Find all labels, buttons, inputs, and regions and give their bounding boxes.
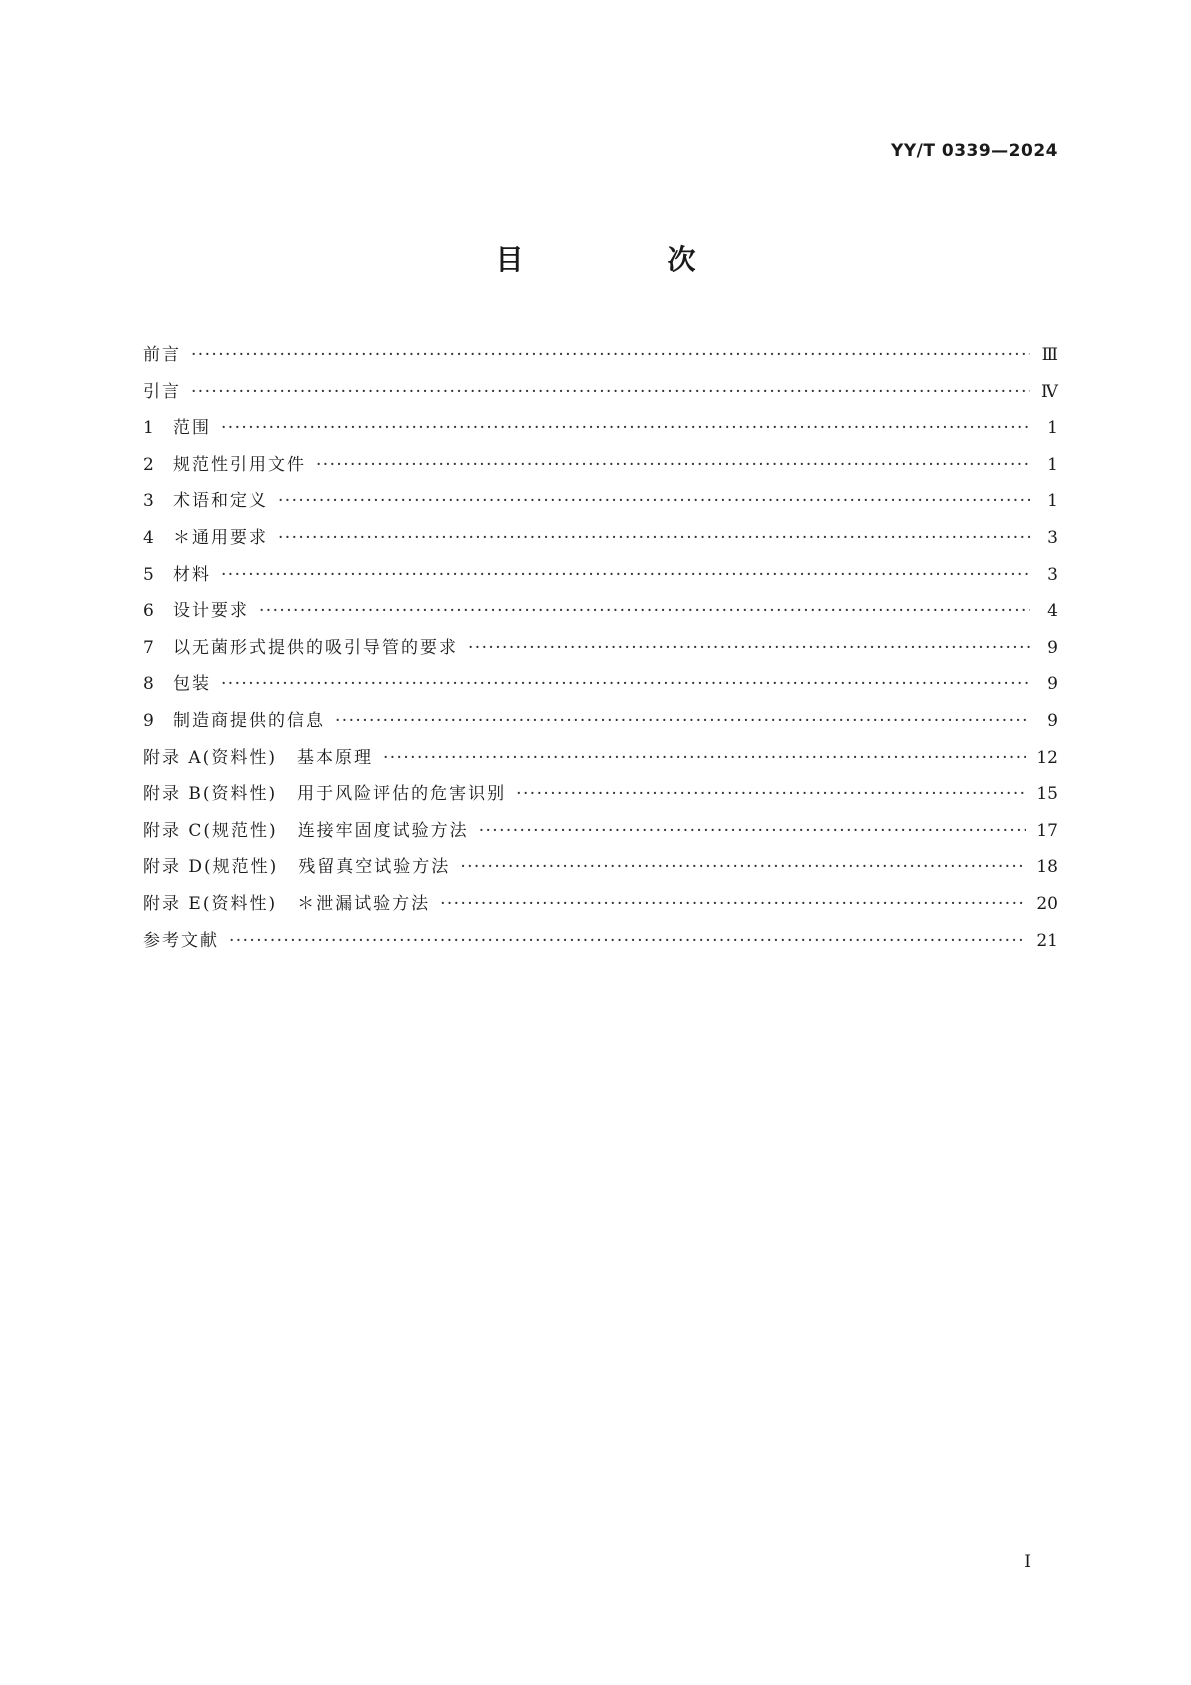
toc-entry[interactable] [143, 340, 1058, 377]
toc-entry-page: 9 [1047, 710, 1058, 731]
toc-annex-tag: 附录 C(规范性) [143, 820, 278, 841]
toc-dot-leader [440, 894, 1026, 914]
toc-entry-label [143, 340, 181, 365]
toc-entry-number: 2 [143, 454, 156, 475]
toc-entry-label [173, 523, 268, 548]
toc-entry-title: 制造商提供的信息 [173, 710, 325, 731]
toc-entry-number: 4 [143, 527, 156, 548]
toc-entry-title: 用于风险评估的危害识别 [297, 784, 507, 805]
toc-entry-page: 4 [1047, 601, 1058, 622]
toc-entry-title: ＊通用要求 [173, 527, 268, 548]
toc-annex-tag: 附录 A(资料性) [143, 747, 277, 768]
toc-entry-title: 材料 [173, 564, 211, 585]
toc-entry[interactable] [143, 450, 1058, 487]
toc-entry-label [173, 560, 211, 585]
toc-entry[interactable] [143, 413, 1058, 450]
toc-dot-leader [468, 638, 1030, 658]
toc-dot-leader [383, 748, 1026, 768]
toc-entry[interactable] [143, 633, 1058, 670]
toc-entry[interactable] [143, 486, 1058, 523]
toc-entry-number: 7 [143, 637, 156, 658]
toc-entry-page: Ⅳ [1041, 381, 1058, 402]
toc-entry-page: 1 [1047, 454, 1058, 475]
toc-annex-tag: 附录 B(资料性) [143, 784, 278, 805]
toc-entry-number: 9 [143, 710, 156, 731]
toc-entry-label [143, 889, 430, 914]
toc-entry[interactable] [143, 852, 1058, 889]
toc-entry-number: 5 [143, 564, 156, 585]
toc-entry-page: 3 [1047, 564, 1058, 585]
toc-entry-page: 20 [1036, 893, 1058, 914]
toc-entry[interactable] [143, 743, 1058, 780]
toc-entry-number: 8 [143, 674, 156, 695]
toc-entry-page: 1 [1047, 491, 1058, 512]
toc-entry-title: 包装 [173, 674, 211, 695]
page-number: Ⅰ [1024, 1552, 1031, 1572]
toc-dot-leader [316, 455, 1030, 475]
toc-entry-number: 6 [143, 601, 156, 622]
toc-entry[interactable] [143, 560, 1058, 597]
toc-dot-leader [335, 711, 1030, 731]
toc-dot-leader [191, 345, 1030, 365]
toc-dot-leader [516, 784, 1026, 804]
toc-entry[interactable] [143, 523, 1058, 560]
toc-entry-title: 术语和定义 [173, 491, 268, 512]
toc-entry-label [143, 926, 219, 951]
toc-dot-leader [259, 601, 1030, 621]
toc-entry[interactable] [143, 779, 1058, 816]
toc-entry-page: 12 [1036, 747, 1058, 768]
toc-dot-leader [229, 931, 1026, 951]
toc-entry-page: 3 [1047, 527, 1058, 548]
toc-entry[interactable] [143, 377, 1058, 414]
toc-entry-page: 17 [1036, 820, 1058, 841]
toc-entry-label [173, 596, 249, 621]
toc-entry-page: 15 [1036, 784, 1058, 805]
standard-code: YY/T 0339—2024 [891, 141, 1058, 161]
toc-entry-title: 残留真空试验方法 [298, 857, 451, 878]
toc-entry-label [173, 669, 211, 694]
toc-dot-leader [221, 674, 1030, 694]
toc-entry-label [143, 377, 181, 402]
toc-entry-title: 参考文献 [143, 930, 219, 951]
toc-entry[interactable] [143, 926, 1058, 963]
toc-entry-page: 1 [1047, 418, 1058, 439]
toc-entry-number: 1 [143, 418, 156, 439]
toc-entry[interactable] [143, 816, 1058, 853]
toc-dot-leader [221, 418, 1030, 438]
toc-entry-page: 9 [1047, 674, 1058, 695]
toc-entry-label [173, 413, 211, 438]
toc-entry[interactable] [143, 596, 1058, 633]
toc-entry-title: 引言 [143, 381, 181, 402]
toc-entry-title: 连接牢固度试验方法 [297, 820, 469, 841]
toc-entry-label [143, 779, 506, 804]
toc-entry-title: 规范性引用文件 [173, 454, 306, 475]
toc-entry-label [143, 816, 469, 841]
toc-entry[interactable] [143, 706, 1058, 743]
page-title: 目 次 [495, 243, 754, 276]
toc-entry-title: 以无菌形式提供的吸引导管的要求 [173, 637, 458, 658]
toc-dot-leader [278, 491, 1030, 511]
toc-entry-label [173, 633, 458, 658]
table-of-contents [143, 340, 1058, 962]
toc-dot-leader [460, 857, 1026, 877]
toc-entry-page: Ⅲ [1041, 345, 1058, 365]
toc-annex-tag: 附录 D(规范性) [143, 857, 279, 878]
toc-entry-title: 前言 [143, 345, 181, 365]
toc-entry-label [173, 706, 325, 731]
toc-entry-title: 范围 [173, 418, 211, 439]
toc-dot-leader [221, 565, 1030, 585]
toc-entry[interactable] [143, 669, 1058, 706]
toc-entry-page: 21 [1036, 930, 1058, 951]
toc-entry-label [143, 852, 450, 877]
toc-entry-label [173, 450, 306, 475]
toc-dot-leader [479, 821, 1027, 841]
toc-entry-title: 基本原理 [296, 747, 373, 768]
toc-entry-title: 设计要求 [173, 601, 249, 622]
toc-entry-label [173, 486, 268, 511]
toc-annex-tag: 附录 E(资料性) [143, 893, 278, 914]
toc-dot-leader [278, 528, 1030, 548]
toc-entry-label [143, 743, 373, 768]
toc-entry-title: ＊泄漏试验方法 [297, 893, 431, 914]
toc-entry-page: 18 [1036, 857, 1058, 878]
toc-entry-number: 3 [143, 491, 156, 512]
toc-entry[interactable] [143, 889, 1058, 926]
toc-entry-page: 9 [1047, 637, 1058, 658]
toc-dot-leader [191, 382, 1030, 402]
